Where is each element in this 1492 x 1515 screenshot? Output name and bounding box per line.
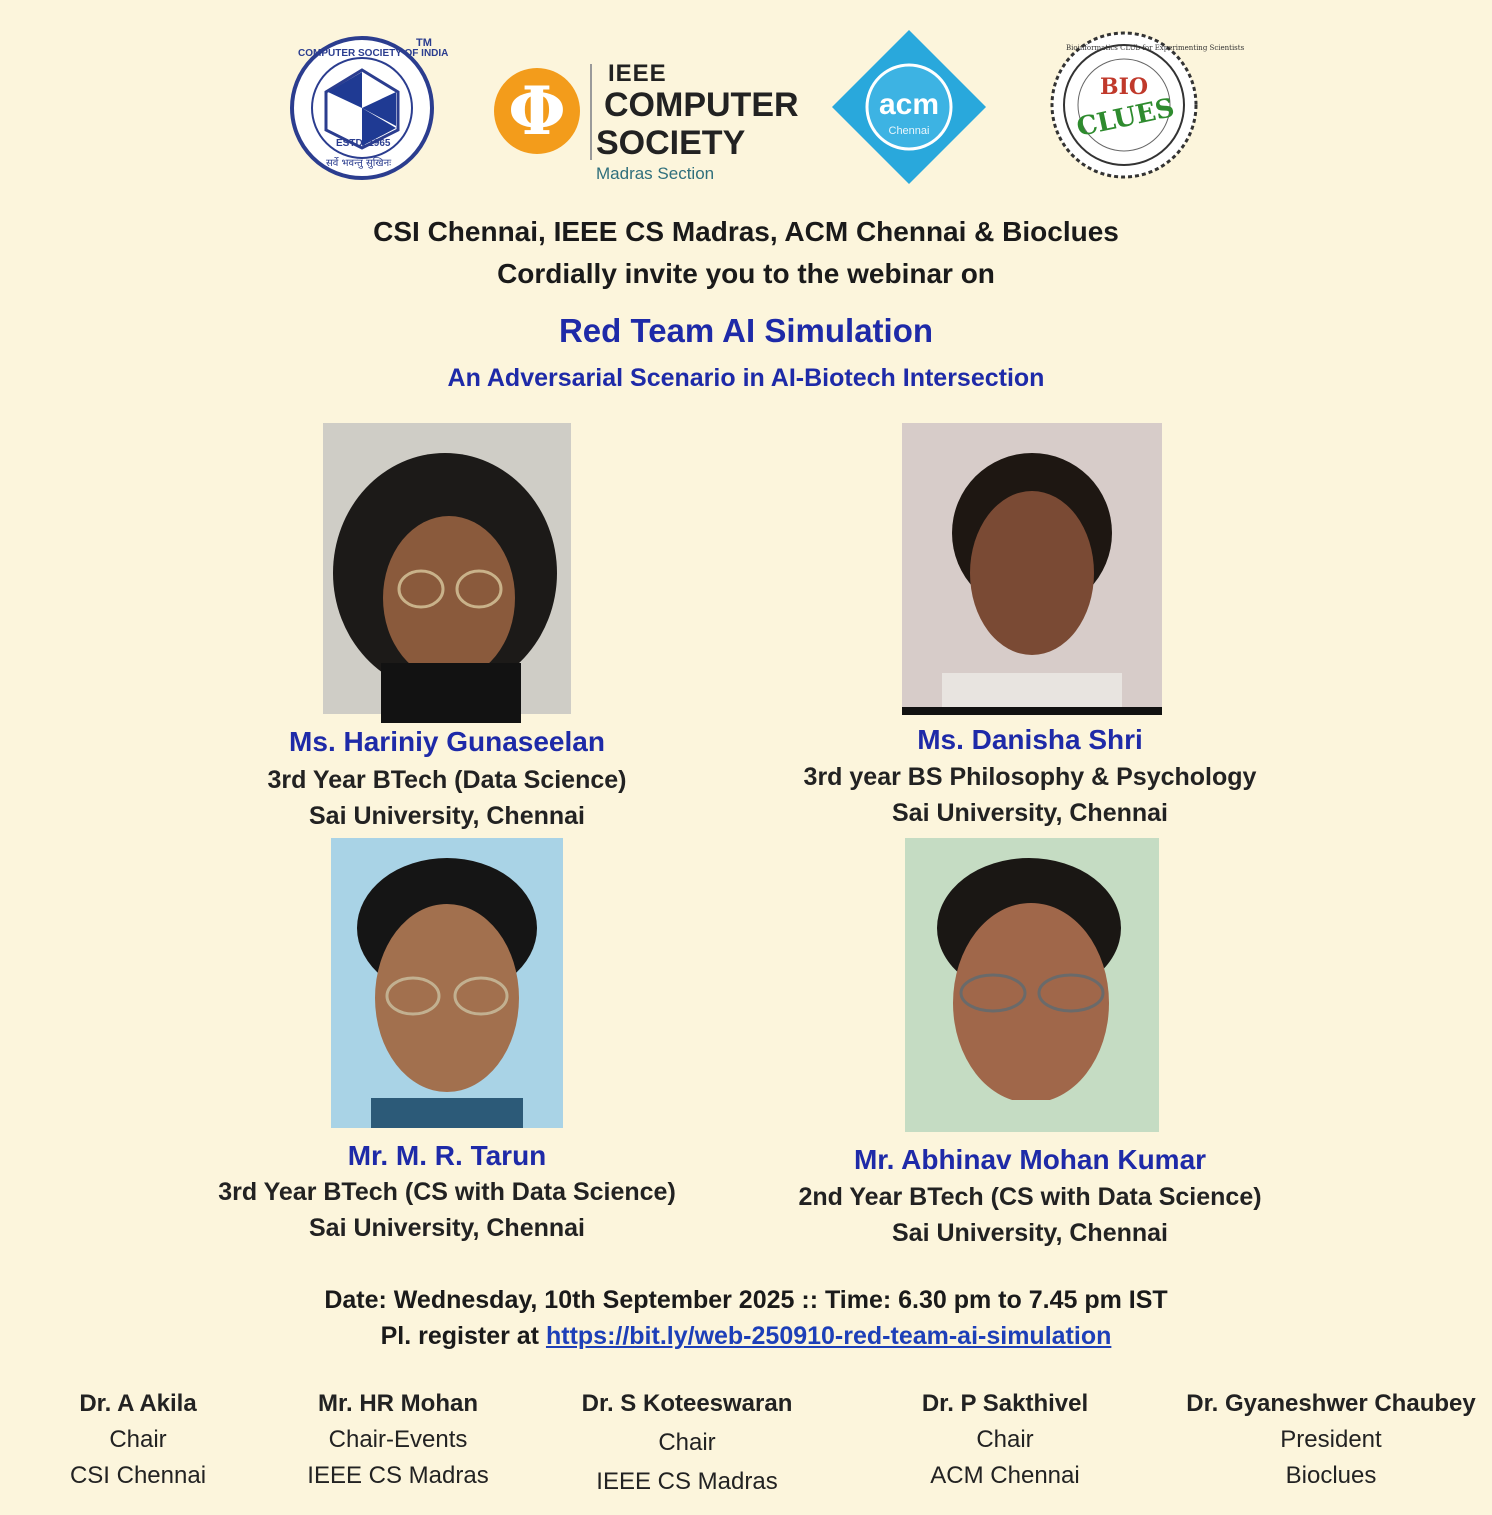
acm-main-text: acm	[878, 88, 940, 121]
signatory-role: Chair	[658, 1429, 716, 1456]
organizers-line: CSI Chennai, IEEE CS Madras, ACM Chennai & Bioclues	[373, 216, 1119, 247]
ieee-line4: Madras Section	[596, 164, 715, 183]
signatory-role: Chair	[109, 1426, 167, 1453]
bioclues-ring-text: Bioinformatics CLUb for Experimenting Scientists	[1066, 44, 1245, 52]
acm-diamond-icon	[830, 28, 988, 186]
speaker-university: Sai University, Chennai	[891, 1219, 1168, 1247]
signatory-name: Dr. P Sakthivel	[921, 1390, 1089, 1417]
csi-estd: ESTD. 1965	[336, 138, 391, 149]
speaker-course: 3rd year BS Philosophy & Psychology	[803, 763, 1257, 791]
signatory-name: Dr. Gyaneshwer Chaubey	[1186, 1390, 1476, 1417]
bioclues-seal-icon	[1046, 30, 1245, 180]
csi-ring-text: COMPUTER SOCIETY OF INDIA	[298, 48, 449, 59]
signatory-org: CSI Chennai	[69, 1462, 207, 1489]
speaker-photo	[905, 838, 1159, 1132]
signatory-name: Dr. S Koteeswaran	[581, 1390, 793, 1417]
speaker-photo	[323, 423, 571, 714]
csi-logo-icon	[290, 32, 449, 182]
signatory-org: IEEE CS Madras	[307, 1462, 489, 1489]
register-link[interactable]: https://bit.ly/web-250910-red-team-ai-simulation	[545, 1322, 1112, 1350]
speaker-course: 3rd Year BTech (Data Science)	[267, 766, 627, 794]
speaker-university: Sai University, Chennai	[308, 802, 585, 830]
csi-logo	[290, 32, 449, 182]
signatory	[890, 1386, 1120, 1494]
ieee-line1: IEEE	[608, 60, 667, 87]
ieee-cs-logo	[494, 60, 799, 185]
speaker-name: Mr. M. R. Tarun	[347, 1140, 547, 1171]
signatory-org: IEEE CS Madras	[596, 1468, 778, 1495]
speaker-name: Ms. Danisha Shri	[917, 724, 1143, 755]
signatory-role: Chair	[976, 1426, 1034, 1453]
speaker-course: 2nd Year BTech (CS with Data Science)	[798, 1183, 1262, 1211]
webinar-title: Red Team AI Simulation	[558, 312, 934, 349]
signatory	[40, 1386, 236, 1494]
csi-motto: सर्वे भवन्तु सुखिनः	[326, 158, 392, 169]
speaker-course: 3rd Year BTech (CS with Data Science)	[218, 1178, 676, 1206]
signatory-role: President	[1280, 1426, 1382, 1453]
acm-sub-text: Chennai	[888, 125, 930, 137]
register-prefix: Pl. register at	[380, 1322, 546, 1350]
register-line	[0, 1322, 1492, 1351]
signatory-name: Dr. A Akila	[79, 1390, 197, 1417]
csi-tm: TM	[416, 37, 432, 49]
speaker-name: Mr. Abhinav Mohan Kumar	[853, 1144, 1207, 1175]
ieee-phi-symbol: Φ	[508, 72, 566, 150]
bioclues-word1: BIO	[1099, 74, 1149, 100]
invite-line: Cordially invite you to the webinar on	[497, 258, 995, 289]
acm-logo	[830, 28, 988, 186]
signatory-org: ACM Chennai	[930, 1462, 1080, 1489]
signatory-role: Chair-Events	[328, 1426, 468, 1453]
speaker-name: Ms. Hariniy Gunaseelan	[289, 726, 605, 757]
ieee-line2: COMPUTER	[604, 86, 799, 124]
signatory	[562, 1386, 812, 1500]
speaker-photo	[331, 838, 563, 1128]
speaker-university: Sai University, Chennai	[891, 799, 1168, 827]
signatory	[288, 1386, 508, 1494]
event-datetime: Date: Wednesday, 10th September 2025 :: Time: 6.30 pm to 7.45 pm IST	[324, 1286, 1168, 1314]
signatory	[1172, 1386, 1490, 1494]
bioclues-word2: CLUES	[1074, 93, 1178, 143]
signatory-org: Bioclues	[1285, 1462, 1377, 1489]
signatory-name: Mr. HR Mohan	[318, 1390, 478, 1417]
bioclues-logo	[1046, 30, 1245, 180]
speaker-university: Sai University, Chennai	[308, 1214, 585, 1242]
webinar-subtitle: An Adversarial Scenario in AI-Biotech Intersection	[447, 364, 1045, 392]
speaker-photo	[902, 423, 1162, 715]
ieee-line3: SOCIETY	[596, 124, 746, 162]
ieee-divider	[590, 64, 592, 160]
